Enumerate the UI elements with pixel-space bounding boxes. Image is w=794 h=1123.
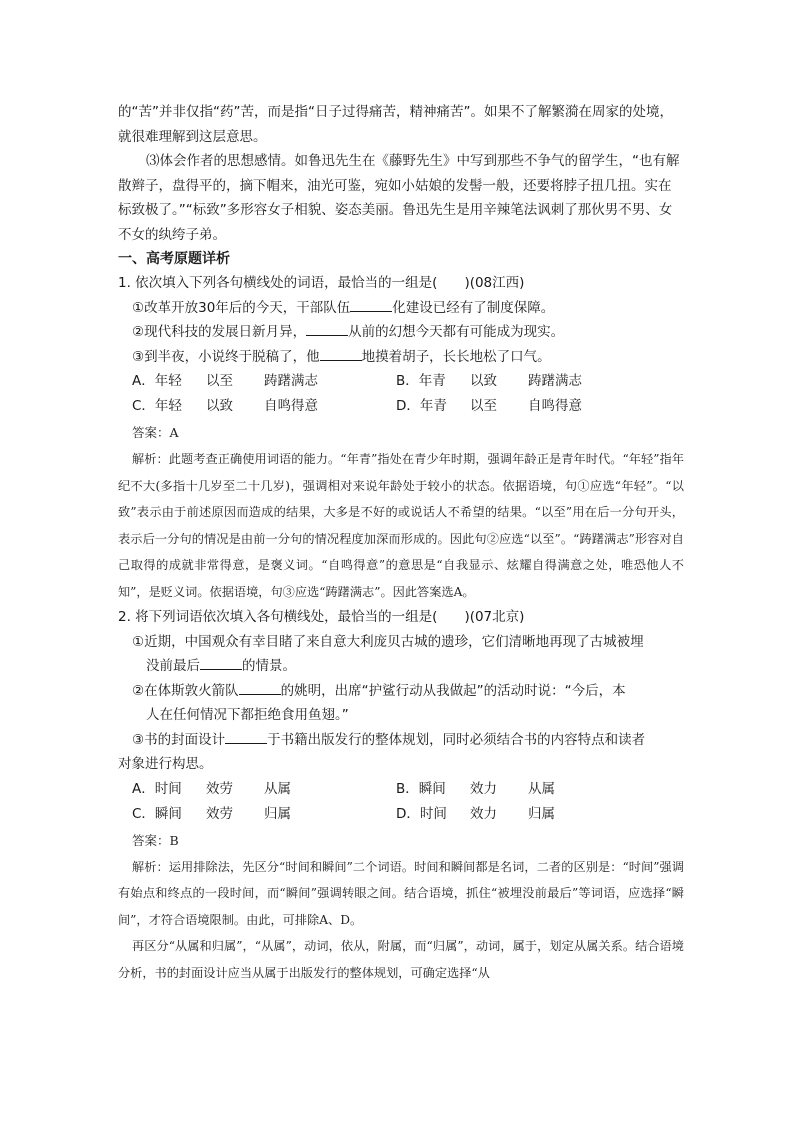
sentence-continuation xyxy=(132,658,296,674)
sentence-text: ①改革开放30年后的今天，干部队伍 xyxy=(132,299,351,316)
document-page xyxy=(118,100,684,986)
question-2-options-row-2 xyxy=(118,802,684,827)
option-word: D．年青 xyxy=(396,398,447,414)
option-word: B．年青 xyxy=(396,373,446,389)
option-word: 效劳 xyxy=(206,805,233,822)
fill-blank xyxy=(200,657,242,670)
sentence-text: 从前的幻想今天都有可能成为现实。 xyxy=(348,324,565,340)
option-a xyxy=(132,369,396,394)
section-title: 一、高考原题详析 xyxy=(118,251,230,267)
option-word: 效力 xyxy=(470,805,497,822)
option-d xyxy=(396,802,660,827)
option-word: B．瞬间 xyxy=(396,780,446,797)
option-word: 自鸣得意 xyxy=(264,398,318,414)
option-word: 归属 xyxy=(528,805,555,822)
sentence-text: 没前最后 xyxy=(146,658,200,674)
option-word: 踌躇满志 xyxy=(528,373,582,389)
option-word: C．年轻 xyxy=(132,398,182,414)
option-word: C．瞬间 xyxy=(132,805,182,822)
question-2-answer: 答案：B xyxy=(132,832,179,848)
option-d xyxy=(396,394,660,419)
option-word: A．时间 xyxy=(132,780,182,797)
option-a xyxy=(132,777,396,802)
option-b xyxy=(396,369,660,394)
sentence-text: ③到半夜，小说终于脱稿了，他 xyxy=(132,348,320,365)
option-word: 以至 xyxy=(470,398,497,414)
option-word: 自鸣得意 xyxy=(528,398,582,414)
intro-paragraph-1: 的“苦”并非仅指“药”苦，而是指“日子过得痛苦，精神痛苦”。如果不了解繁漪在周家的处境，就很难理解到这层意思。 xyxy=(118,104,673,145)
option-word: A．年轻 xyxy=(132,373,182,389)
sentence-text: 化建设已经有了制度保障。 xyxy=(392,299,555,316)
sentence-text: 地摸着胡子，长长地松了口气。 xyxy=(361,348,551,365)
option-word: D．时间 xyxy=(396,805,447,822)
sentence-continuation: 人在任何情况下都拒绝食用鱼翅。” xyxy=(146,707,349,723)
question-1-sentence-3 xyxy=(118,345,684,370)
question-1-answer: 答案：A xyxy=(132,425,179,440)
fill-blank xyxy=(350,299,392,312)
question-2-explanation-1: 解析：运用排除法，先区分“时间和瞬间”二个词语。时间和瞬间都是名词，二者的区别是：“时间”强调有始点和终点的一段时间，而“瞬间”强调转眼之间。结合语境，抓住“被埋没前最后”等词语，应选择“瞬间”，才符合语境限制。由此，可排除A、D。 xyxy=(118,859,684,927)
sentence-text: 的情景。 xyxy=(242,658,296,674)
option-word: 以致 xyxy=(206,398,233,414)
option-word: 从属 xyxy=(528,780,555,797)
option-word: 从属 xyxy=(264,780,291,797)
option-word: 效劳 xyxy=(206,780,233,797)
option-c xyxy=(132,802,396,827)
question-1-explanation: 解析：此题考查正确使用词语的能力。“年青”指处在青少年时期，强调年龄正是青年时代。“年轻”指年纪不大(多指十几岁至二十几岁)，强调相对来说年龄处于较小的状态。依据语境，句①应选“年轻”。“以致”表示由于前述原因而造成的结果，大多是不好的或说话人不希望的结果。“以至”用在后一分句开头，表示后一分句的情况是由前一分句的情况程度加深而形成的。因此句②应选“以至”。“踌躇满志”形容对自己取得的成就非常得意，是褒义词。“自鸣得意”的意思是“自我显示、炫耀自得满意之处，唯恐他人不知”，是贬义词。依据语境，句③应选“踌躇满志”。因此答案选A。 xyxy=(118,452,684,599)
question-1-stem: 1. 依次填入下列各句横线处的词语，最恰当的一组是( )(08江西) xyxy=(118,275,525,291)
option-word: 归属 xyxy=(264,805,291,822)
option-word: 以致 xyxy=(470,373,497,389)
intro-paragraph-2: ⑶体会作者的思想感情。如鲁迅先生在《藤野先生》中写到那些不争气的留学生，“也有解散辫子，盘得平的，摘下帽来，油光可鉴，宛如小姑娘的发髻一般，还要将脖子扭几扭。实在标致极了。”“标致”多形容女子相貌、姿态美丽。鲁迅先生是用辛辣笔法讽刺了那伙男不男、女不女的纨绔子弟。 xyxy=(118,153,680,243)
fill-blank xyxy=(225,731,267,744)
question-2-explanation-2: 再区分“从属和归属”，“从属”，动词，依从，附属，而“归属”，动词，属于，划定从属关系。结合语境分析，书的封面设计应当从属于出版发行的整体规划，可确定选择“从 xyxy=(118,939,684,980)
question-2-options-row-1 xyxy=(118,777,684,802)
fill-blank xyxy=(320,348,362,361)
sentence-text: 的姚明，出席“护鲨行动从我做起”的活动时说：“今后，本 xyxy=(280,682,626,699)
question-1-options-row-1 xyxy=(118,369,684,394)
question-2-sentence-3-continuation: 对象进行构思。 xyxy=(118,756,213,772)
question-2-sentence-2 xyxy=(118,679,684,728)
sentence-text: ②现代科技的发展日新月异， xyxy=(132,324,307,340)
question-1-sentence-1 xyxy=(118,296,684,321)
fill-blank xyxy=(239,682,281,695)
question-2-sentence-3 xyxy=(118,728,684,753)
sentence-text: 于书籍出版发行的整体规划，同时必须结合书的内容特点和读者 xyxy=(267,731,646,748)
sentence-text: ①近期，中国观众有幸目睹了来自意大利庞贝古城的遗珍，它们清晰地再现了古城被埋 xyxy=(132,633,644,650)
option-word: 踌躇满志 xyxy=(264,373,318,389)
option-word: 效力 xyxy=(470,780,497,797)
sentence-text: ②在体斯敦火箭队 xyxy=(132,682,239,699)
question-1-options-row-2 xyxy=(118,394,684,419)
question-2-stem: 2. 将下列词语依次填入各句横线处，最恰当的一组是( )(07北京) xyxy=(118,609,525,625)
fill-blank xyxy=(306,323,348,336)
sentence-text: ③书的封面设计 xyxy=(132,731,226,748)
option-word: 以至 xyxy=(206,373,233,389)
option-b xyxy=(396,777,660,802)
question-1-sentence-2 xyxy=(118,320,684,345)
question-2-sentence-1 xyxy=(118,630,684,679)
option-c xyxy=(132,394,396,419)
